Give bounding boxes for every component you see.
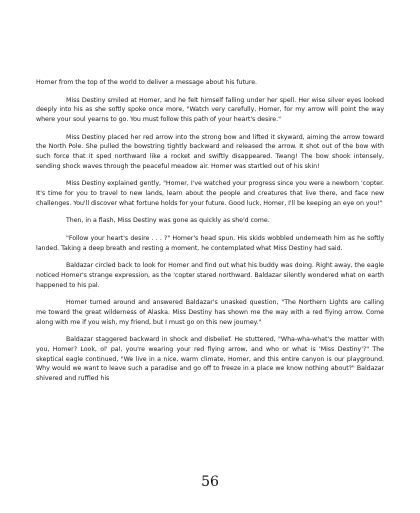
paragraph-continued: Homer from the top of the world to deliver a message about his future. <box>36 79 257 86</box>
paragraph: Baldazar circled back to look for Homer and find out what his buddy was doing. Right away, the eagle noticed Homer's strange expression, as the 'copter stared northward. Baldazar silently wondered what on earth happened to his pal. <box>36 262 384 289</box>
paragraph: Miss Destiny placed her red arrow into the strong bow and lifted it skyward, aiming the arrow toward the North Pole. She pulled the bowstring tightly backward and released the arrow. It shot out of the bow with such force that it sped northward like a rocket and swiftly disappeared. Twang! The bow shook intensely, sending shock waves through the peaceful meadow air. Homer was startled out of his skin! <box>36 133 384 170</box>
paragraph: Homer turned around and answered Baldazar's unasked question, "The Northern Lights are calling me toward the great wilderness of Alaska. Miss Destiny has shown me the way with a red flying arrow. Come along with me if you wish, my friend, but I must go on this new journey." <box>36 299 384 326</box>
body-text <box>36 78 384 383</box>
paragraph: "Follow your heart's desire . . . ?" Homer's head spun. His skids wobbled underneath him as he softly landed. Taking a deep breath and resting a moment, he contemplated what Miss Destiny had said. <box>36 235 384 252</box>
paragraph: Miss Destiny explained gently, "Homer, I've watched your progress since you were a newborn 'copter. It's time for you to travel to new lands, learn about the people and creatures that live there, and face new challenges. You'll discover what fortune holds for your future. Good luck, Homer, I'll be keeping an eye on you!" <box>36 180 384 207</box>
page-number: 56 <box>201 474 219 490</box>
paragraph: Then, in a flash, Miss Destiny was gone as quickly as she'd come. <box>66 217 270 225</box>
paragraph: Miss Destiny smiled at Homer, and he felt himself falling under her spell. Her wise silver eyes looked deeply into his as she softly spoke once more, "Watch very carefully, Homer, for my arrow will point the way where your soul yearns to go. You must follow this path of your heart's desire." <box>36 96 384 123</box>
paragraph: Baldazar staggered backward in shock and disbelief. He stuttered, "Wha-wha-what's the matter with you, Homer? Look, ol' pal, you're wearing your red flying arrow, and who or what is 'Miss Destiny'?" The skeptical eagle continued, "We live in a nice, warm climate, Homer, and this entire canyon is our playground. Why would we want to leave such a paradise and go off to freeze in a place we know nothing about?" Baldazar shivered and ruffled his <box>36 336 384 382</box>
